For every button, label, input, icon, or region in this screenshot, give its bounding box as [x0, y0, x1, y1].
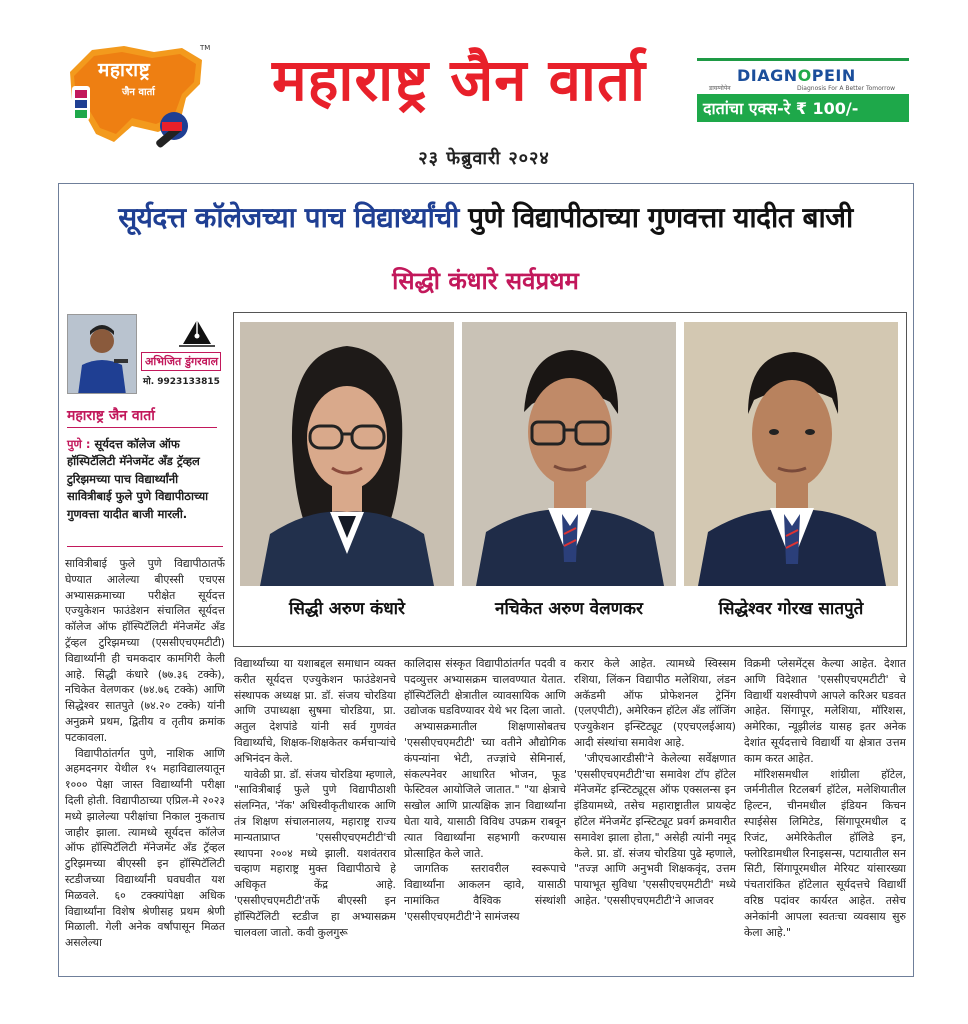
body-paragraph: विद्यार्थ्यांच्या या यशाबद्दल समाधान व्यक्त करीत सूर्यदत्त एज्युकेशन फाउंडेशनचे संस्थापक अध्यक्ष प्रा. डॉ. संजय चोरडिया आणि उपाध्यक्षा सुषमा चोरडिया, प्रा. अतुल देशपांडे यांनी सर्व गुणवंत विद्यार्थ्यांचे, शिक्षक-शिक्षकेतर कर्मचाऱ्यांचे अभिनंदन केले. [234, 657, 396, 765]
masthead [0, 0, 968, 170]
body-column-4 [574, 656, 736, 974]
ad-brand-suffix: PEIN [811, 66, 856, 85]
fountain-pen-icon [175, 314, 219, 348]
body-paragraph: कालिदास संस्कृत विद्यापीठांतर्गत पदवी व पदव्युत्तर अभ्यासक्रम चालवण्यात येतात. हॉस्पिटॅलिटी क्षेत्रातील व्यावसायिक आणि उद्योजक घडविण्यावर येथे भर दिला जातो. [404, 657, 566, 718]
body-paragraph: करार केले आहेत. त्यामध्ये स्विस्सम रशिया, लिंकन विद्यापीठ मलेशिया, लंडन अकॅडमी ऑफ प्रोफेशनल ट्रेनिंग (एलएपीटी), अमेरिकन हॉटेल अँड लॉजिंग एज्युकेशन इन्स्टिट्यूट (एएचएलईआय) आदी संस्थांचा समावेश आहे. [574, 657, 736, 749]
brand-logo[interactable] [62, 42, 212, 152]
reporter-phone: मो. 9923133815 [143, 377, 220, 387]
body-paragraph: मॉरिशसमधील शांग्रीला हॉटेल, जर्मनीतील रिटलबर्ग हॉटेल, मलेशियातील हिल्टन, चीनमधील इंडियन किचन स्पाईसेस लिमिटेड, सिंगापूरमधील द रिजंट, अमेरिकेतील हॉलिडे इन, फ्लोरिडामधील रिनाइसन्स, पटायातील सन सिटी, सिंगापूरमधील मेरियट यांसारख्या पंचतारांकित हॉटेलात सूर्यदत्तचे विद्यार्थी वरिष्ठ पदांवर कार्यरत आहेत. तसेच अनेकांनी आपला स्वतःचा व्यवसाय सुरु केला आहे." [744, 767, 906, 939]
photo-caption-siddhi: सिद्धी अरुण कंधारे [288, 599, 406, 619]
ad-brand-prefix: DIAGN [737, 66, 798, 85]
body-paragraph: यावेळी प्रा. डॉ. संजय चोरडिया म्हणाले, "सावित्रीबाई फुले पुणे विद्यापीठाशी संलग्नित, 'नॅक' अधिस्वीकृतीधारक आणि तंत्र शिक्षण संचालनालय, महाराष्ट्र राज्य मान्यताप्राप्त 'एससीएचएमटीटी'ची स्थापना २००४ मध्ये झाली. यशवंतराव चव्हाण महाराष्ट्र मुक्त विद्यापीठाचे हे अधिकृत केंद्र आहे. 'एससीएचएमटीटी'तर्फे बीएस्सी इन हॉस्पिटॅलिटी स्टडीज हा अभ्यासक्रम चालवला जातो. कवी कुलगुरू [234, 767, 396, 939]
article-subheadline: सिद्धी कंधारे सर्वप्रथम [392, 267, 579, 295]
photo-caption-siddheshwar: सिद्धेश्वर गोरख सातपुते [718, 599, 864, 619]
source-rule [67, 427, 217, 428]
student-photo-siddheshwar[interactable] [684, 322, 898, 586]
student-portrait-male-icon [684, 322, 898, 586]
ad-top-rule [697, 58, 909, 61]
newspaper-title: महाराष्ट्र जैन वार्ता [271, 46, 647, 114]
body-paragraph: सावित्रीबाई फुले पुणे विद्यापीठातर्फे घेण्यात आलेल्या बीएस्सी एचएस अभ्यासक्रमाच्या परीक्षेत सूर्यदत्त एज्युकेशन फाउंडेशन संचालित सूर्यदत्त कॉलेज ऑफ हॉस्पिटॅलिटी मॅनेजमेंट अँड ट्रॅव्हल टुरिझमच्या (एससीएचएमटीटी) विद्यार्थ्यांनी ही चमकदार कामगिरी केली आहे. सिद्धी कंधारे (७७.३६ टक्के), नचिकेत वेलणकर (७४.७६ टक्के) आणि सिद्धेश्वर सातपुते (७४.२० टक्के) यांनी अनुक्रमे प्रथम, द्वितीय व तृतीय क्रमांक पटकावला. [65, 557, 225, 744]
ad-brand-name [737, 66, 856, 85]
reporter-photo [67, 314, 137, 394]
article-frame [58, 183, 914, 977]
ad-tagline: Diagnosis For A Better Tomorrow [797, 85, 896, 92]
trademark-mark: TM [200, 44, 211, 52]
headline-part-blue: सूर्यदत्त कॉलेजच्या पाच विद्यार्थ्यांची [118, 201, 459, 234]
student-photo-nachiket[interactable] [462, 322, 676, 586]
source-label: महाराष्ट्र जैन वार्ता [67, 408, 155, 424]
issue-date: २३ फेब्रुवारी २०२४ [418, 148, 550, 169]
ad-brand-o: O [797, 66, 812, 85]
headline-part-black: पुणे विद्यापीठाच्या गुणवत्ता यादीत बाजी [468, 201, 853, 234]
body-paragraph: विक्रमी प्लेसमेंट्स केल्या आहेत. देशात आणि विदेशात 'एससीएचएमटीटी' चे विद्यार्थी यशस्वीपणे आपले करिअर घडवत आहेत. सिंगापूर, मलेशिया, मॉरिशस, अमेरिका, न्यूझीलंड यासह इतर अनेक देशांत सूर्यदत्ताचे विद्यार्थी या क्षेत्रात उत्तम काम करत आहेत. [744, 657, 906, 765]
article-headline [59, 198, 912, 236]
logo-title: महाराष्ट्र [98, 59, 151, 81]
body-paragraph: अभ्यासक्रमातील शिक्षणासोबतच 'एससीएचएमटीटी' च्या वतीने औद्योगिक कंपन्यांना भेटी, तज्ज्ञांचे सेमिनार्स, संकल्पनेवर आधारित भोजन, फूड फेस्टिवल आयोजिले जातात." "या क्षेत्राचे सखोल आणि प्रात्यक्षिक ज्ञान विद्यार्थ्यांना घेता यावे, यासाठी विविध उपक्रम राबवून त्यात विद्यार्थ्यांना सहभागी करण्यास प्रोत्साहित केले जाते. [404, 720, 566, 860]
lead-rule [67, 546, 223, 547]
body-column-1 [65, 556, 225, 974]
reporter-portrait-icon [68, 315, 137, 394]
body-column-5 [744, 656, 906, 974]
student-portrait-male-icon [462, 322, 676, 586]
photo-caption-nachiket: नचिकेत अरुण वेलणकर [495, 599, 643, 619]
body-paragraph: 'जीएचआरडीसी'ने केलेल्या सर्वेक्षणात 'एससीएचएमटीटी'चा समावेश टॉप हॉटेल मॅनेजमेंट इन्स्टिट्यूट्स ऑफ एक्सलन्स इन इंडियामध्ये, तसेच महाराष्ट्रातील प्रायव्हेट हॉटेल मॅनेजमेंट इन्स्टिट्यूट प्रवर्ग क्रमवारीत समावेश झाला होता," असेही त्यांनी नमूद केले. प्रा. डॉ. संजय चोरडिया पुढे म्हणाले, "तज्ज्ञ आणि अनुभवी शिक्षकवृंद, उत्तम पायाभूत सुविधा 'एससीएचएमटीटी' मध्ये आहेत. 'एससीएचएमटीटी'ने आजवर [574, 751, 736, 907]
diagnopein-advertisement[interactable] [697, 58, 909, 124]
ad-brand-subtitle: डायग्नोपेन [709, 85, 731, 92]
lead-city: पुणे : [67, 437, 91, 451]
student-photo-strip [233, 312, 907, 647]
body-column-2 [234, 656, 396, 974]
body-paragraph: जागतिक स्तरावरील स्वरूपाचे विद्यार्थ्यांना आकलन व्हावे, यासाठी नामांकित वैश्विक संस्थांशी 'एससीएचएमटीटी'ने सामंजस्य [404, 862, 566, 923]
lead-text: सूर्यदत्त कॉलेज ऑफ हॉस्पिटॅलिटी मॅनेजमेंट अँड ट्रॅव्हल टुरिझमच्या पाच विद्यार्थ्यांनी सावित्रीबाई फुले पुणे विद्यापीठाच्या गुणवत्ता यादीत बाजी मारली. [67, 437, 209, 521]
ad-offer-text: दातांचा एक्स-रे ₹ 100/- [703, 99, 859, 118]
student-portrait-female-icon [240, 322, 454, 586]
body-paragraph: विद्यापीठांतर्गत पुणे, नाशिक आणि अहमदनगर येथील १५ महाविद्यालयातून १००० पेक्षा जास्त विद्यार्थ्यांनी परीक्षा दिली होती. विद्यापीठाच्या एप्रिल-मे २०२३ मध्ये झालेल्या परीक्षांचा निकाल नुकताच जाहीर झाला. त्यामध्ये सूर्यदत्त कॉलेज ऑफ हॉस्पिटॅलिटी मॅनेजमेंट अँड ट्रॅव्हल टुरिझमच्या बीएस्सी इन हॉस्पिटॅलिटी स्टडीजच्या विद्यार्थ्यांनी घवघवीत यश मिळवले. ६० टक्क्यांपेक्षा अधिक विद्यार्थ्यांना विशेष श्रेणीसह प्रथम श्रेणी मिळाली. गेली अनेक वर्षांपासून मिळत असलेल्या [65, 746, 225, 950]
reporter-panel [67, 314, 221, 396]
article-lead [67, 436, 223, 523]
reporter-name: अभिजित डुंगरवाल [141, 352, 221, 371]
student-photo-siddhi[interactable] [240, 322, 454, 586]
body-column-3 [404, 656, 566, 974]
logo-subtitle: जैन वार्ता [122, 87, 155, 98]
